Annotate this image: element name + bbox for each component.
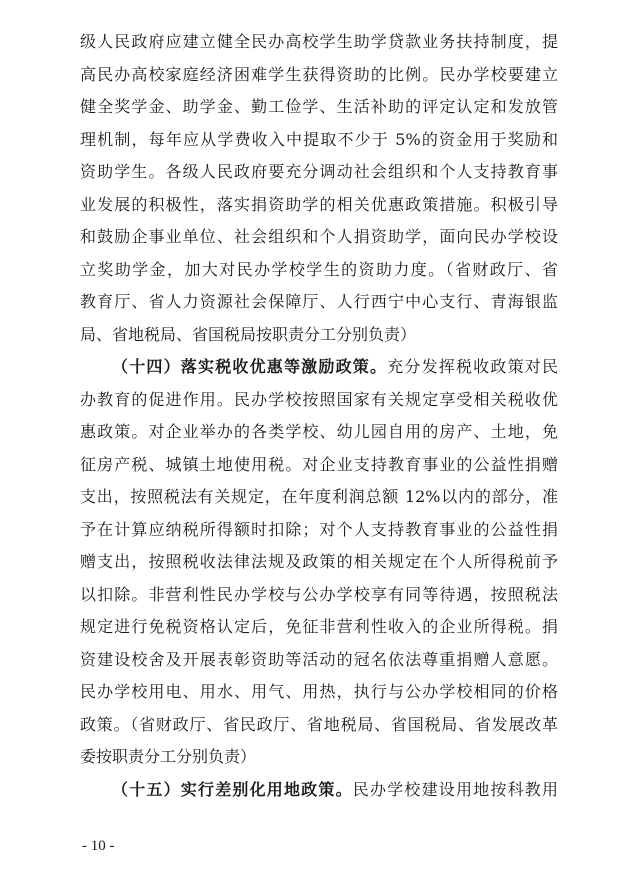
paragraph-land-use: [80, 774, 558, 807]
text-line: 健全奖学金、助学金、勤工俭学、生活补助的评定认定和发放管: [80, 97, 558, 116]
text-line: 委按职责分工分别负责）: [80, 747, 257, 766]
text-line: 教育厅、省人力资源社会保障厅、人行西宁中心支行、青海银监: [80, 292, 558, 311]
text-line: 支出，按照税法有关规定，在年度利润总额 12%以内的部分，准: [80, 487, 558, 506]
text-line: 民办学校用电、用水、用气、用热，执行与公办学校相同的价格: [80, 682, 558, 701]
paragraph-tax-incentives: [80, 351, 558, 774]
text-line: 立奖助学金，加大对民办学校学生的资助力度。（省财政厅、省: [80, 259, 558, 279]
document-page: [80, 26, 558, 806]
section-heading-14: （十四）落实税收优惠等激励政策。: [112, 357, 388, 376]
text-line: 资助学生。各级人民政府要充分调动社会组织和个人支持教育事: [80, 162, 558, 181]
text-line: 级人民政府应建立健全民办高校学生助学贷款业务扶持制度，提: [80, 32, 558, 51]
text-fragment: 民办学校建设用地按科教用: [352, 779, 558, 799]
text-line: 征房产税、城镇土地使用税。对企业支持教育事业的公益性捐赠: [80, 454, 558, 474]
paragraph-financial-aid: [80, 26, 558, 351]
text-line: 业发展的积极性，落实捐资助学的相关优惠政策措施。积极引导: [80, 194, 558, 214]
text-line: 局、省地税局、省国税局按职责分工分别负责）: [80, 324, 417, 344]
page-number: - 10 -: [82, 838, 115, 854]
section-heading-15: （十五）实行差别化用地政策。: [112, 779, 353, 799]
text-line: 赠支出，按照税收法律法规及政策的相关规定在个人所得税前予: [80, 552, 558, 571]
text-line: 政策。（省财政厅、省民政厅、省地税局、省国税局、省发展改革: [80, 714, 558, 734]
section-heading-line: [80, 351, 558, 384]
text-fragment: 充分发挥税收政策对民: [387, 357, 558, 376]
text-line: 资建设校舍及开展表彰资助等活动的冠名依法尊重捐赠人意愿。: [80, 649, 558, 669]
text-line: 以扣除。非营利性民办学校与公办学校享有同等待遇，按照税法: [80, 584, 558, 604]
text-line: 办教育的促进作用。民办学校按照国家有关规定享受相关税收优: [80, 389, 558, 409]
section-heading-line: [80, 774, 558, 807]
text-line: 惠政策。对企业举办的各类学校、幼儿园自用的房产、土地，免: [80, 422, 558, 441]
text-line: 高民办高校家庭经济困难学生获得资助的比例。民办学校要建立: [80, 64, 558, 84]
text-line: 和鼓励企事业单位、社会组织和个人捐资助学，面向民办学校设: [80, 227, 558, 246]
text-line: 理机制，每年应从学费收入中提取不少于 5%的资金用于奖励和: [80, 129, 558, 149]
text-line: 予在计算应纳税所得额时扣除；对个人支持教育事业的公益性捐: [80, 519, 558, 539]
text-line: 规定进行免税资格认定后，免征非营利性收入的企业所得税。捐: [80, 617, 558, 636]
